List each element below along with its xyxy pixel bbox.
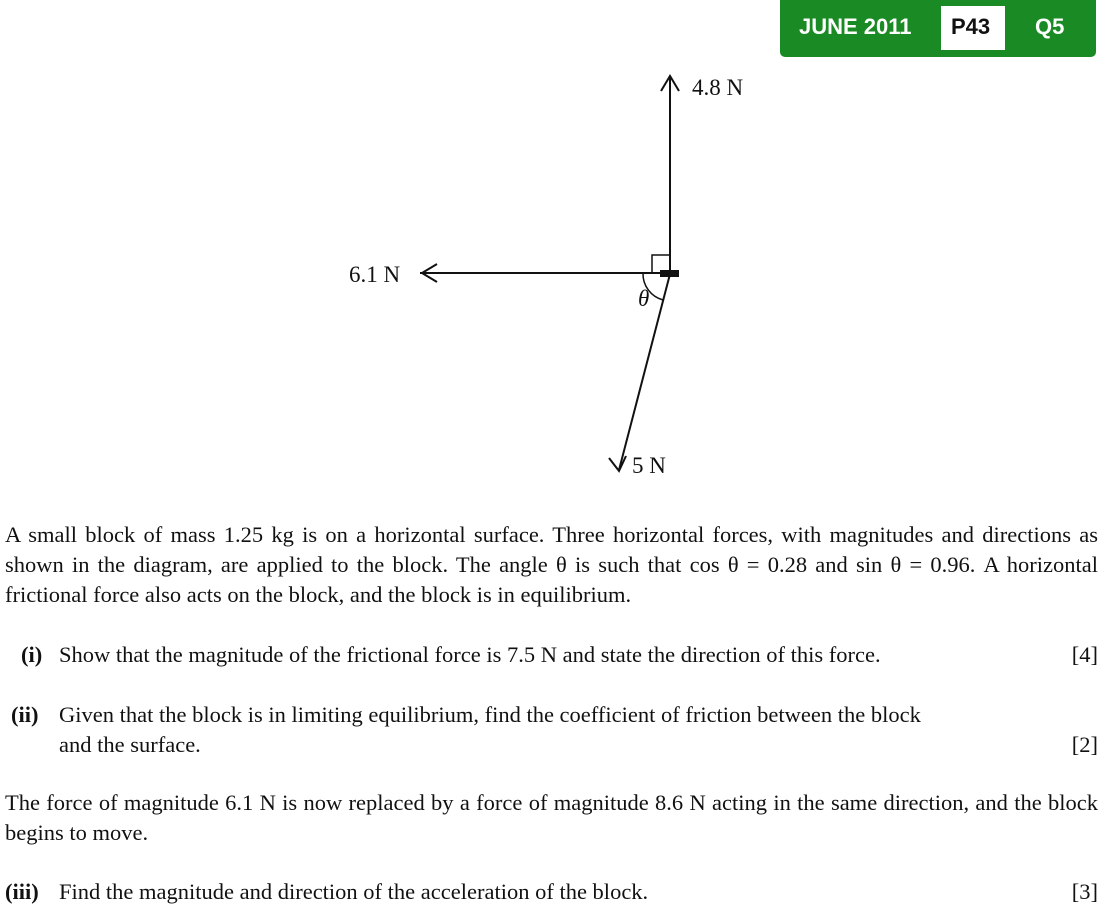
part-ii-text-line1: Given that the block is in limiting equilibrium, find the coefficient of friction between the block: [59, 702, 921, 727]
paper-code: P43: [951, 14, 991, 39]
block: [660, 270, 679, 277]
part-ii-number: (ii): [11, 702, 39, 727]
question-number: Q5: [1035, 14, 1065, 39]
middle-paragraph: The force of magnitude 6.1 N is now replaced by a force of magnitude 8.6 N acting in the same direction, and the block begins to move.: [5, 790, 1098, 845]
exam-date: JUNE 2011: [799, 14, 912, 39]
part-iii-text: Find the magnitude and direction of the acceleration of the block.: [59, 879, 649, 904]
angle-theta-label: θ: [638, 286, 650, 311]
part-iii-number: (iii): [5, 879, 39, 904]
part-i-marks: [4]: [1071, 642, 1098, 667]
part-iii-marks: [3]: [1071, 879, 1098, 904]
force-up-label: 4.8 N: [692, 75, 744, 100]
part-ii-text-line2: and the surface.: [59, 732, 201, 757]
force-down-label: 5 N: [632, 453, 666, 478]
force-left-label: 6.1 N: [349, 262, 401, 287]
part-i-text: Show that the magnitude of the frictional force is 7.5 N and state the direction of this force.: [59, 642, 881, 667]
part-i-number: (i): [21, 642, 43, 667]
intro-paragraph: A small block of mass 1.25 kg is on a horizontal surface. Three horizontal forces, with magnitudes and directions as shown in the diagram, are applied to the block. The angle θ is such that cos θ = 0.28 and sin θ = 0.96. A horizontal frictional force also acts on the block, and the block is in equilibrium.: [5, 522, 1098, 607]
force-down-arrowhead: [609, 456, 626, 471]
part-ii-marks: [2]: [1071, 732, 1098, 757]
